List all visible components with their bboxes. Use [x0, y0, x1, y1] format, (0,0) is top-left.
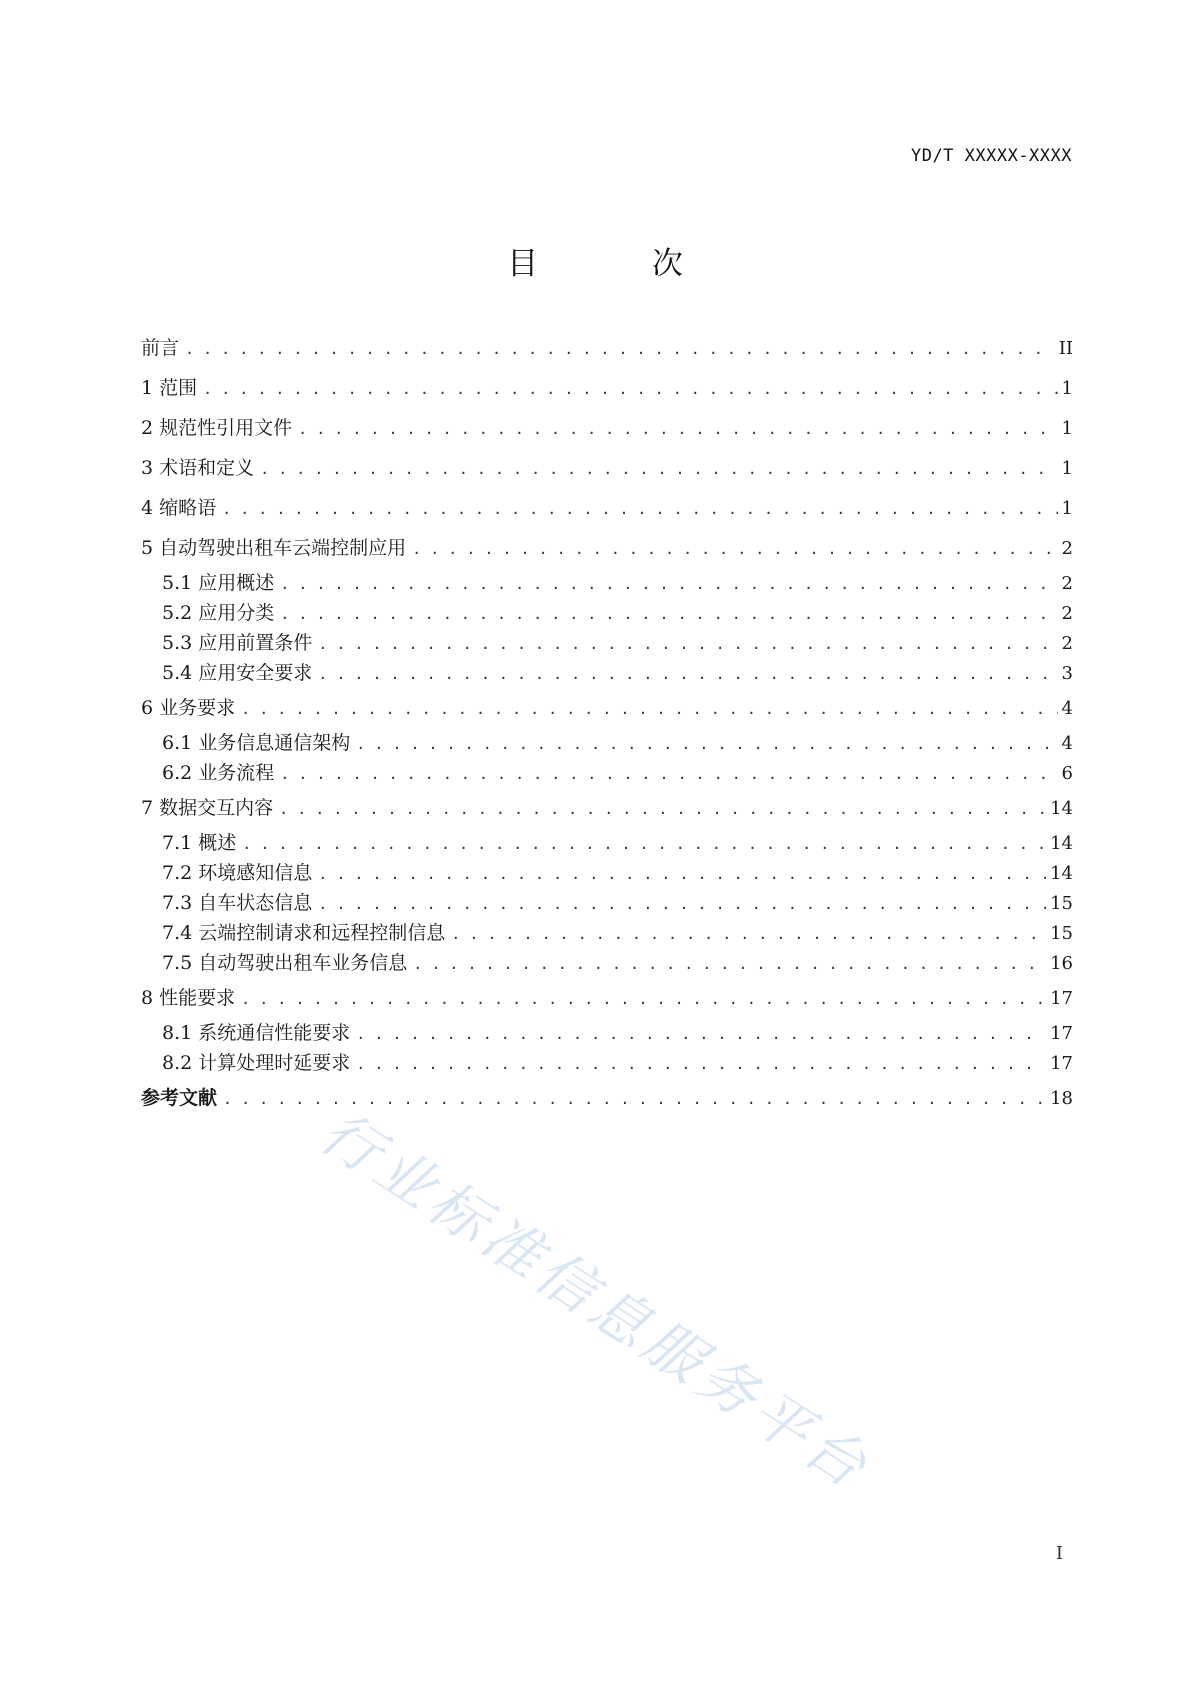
toc-dot-leader	[413, 949, 1046, 979]
toc-entry-label: 3 术语和定义	[141, 457, 255, 479]
toc-entry-page: 15	[1050, 923, 1073, 944]
toc-entry-label: 7 数据交互内容	[141, 797, 274, 819]
toc-entry-page: 3	[1061, 663, 1073, 684]
toc-entry-label: 4 缩略语	[141, 497, 217, 519]
toc-entry-page: 14	[1050, 798, 1073, 819]
toc-dot-leader	[356, 1019, 1046, 1049]
toc-entry[interactable]	[141, 978, 1073, 1018]
toc-entry-page: 2	[1061, 573, 1073, 594]
toc-entry[interactable]	[141, 888, 1073, 918]
toc-entry[interactable]	[141, 1078, 1073, 1118]
toc-entry-label: 7.4 云端控制请求和远程控制信息	[162, 922, 446, 944]
toc-entry-label: 8.2 计算处理时延要求	[162, 1052, 351, 1074]
toc-entry[interactable]	[141, 688, 1073, 728]
toc-entry[interactable]	[141, 598, 1073, 628]
toc-entry-label: 5.3 应用前置条件	[162, 632, 313, 654]
toc-entry-label: 6.2 业务流程	[162, 762, 275, 784]
toc-entry[interactable]	[141, 368, 1073, 408]
toc-entry-page: 1	[1061, 458, 1073, 479]
toc-dot-leader	[412, 529, 1057, 569]
toc-entry[interactable]	[141, 1048, 1073, 1078]
toc-dot-leader	[318, 859, 1046, 889]
toc-dot-leader	[241, 979, 1046, 1019]
toc-entry-page: 14	[1050, 833, 1073, 854]
toc-entry-page: 1	[1061, 498, 1073, 519]
toc-entry-label: 2 规范性引用文件	[141, 417, 293, 439]
toc-entry-page: 15	[1050, 893, 1073, 914]
toc-dot-leader	[356, 729, 1057, 759]
toc-entry[interactable]	[141, 918, 1073, 948]
toc-entry[interactable]	[141, 758, 1073, 788]
toc-entry-page: 1	[1061, 378, 1073, 399]
toc-entry-label: 6 业务要求	[141, 697, 236, 719]
toc-entry-label: 6.1 业务信息通信架构	[162, 732, 351, 754]
toc-entry[interactable]	[141, 728, 1073, 758]
toc-dot-leader	[185, 329, 1055, 369]
toc-dot-leader	[318, 629, 1057, 659]
toc-dot-leader	[280, 759, 1057, 789]
toc-entry-page: 14	[1050, 863, 1073, 884]
toc-dot-leader	[279, 789, 1046, 829]
toc-entry-page: 17	[1050, 1023, 1073, 1044]
toc-entry[interactable]	[141, 788, 1073, 828]
toc-entry-label: 5.4 应用安全要求	[162, 662, 313, 684]
toc-title: 目 次	[507, 246, 735, 282]
toc-entry-label: 7.3 自车状态信息	[162, 892, 313, 914]
toc-dot-leader	[280, 569, 1057, 599]
page-number: I	[1055, 1543, 1063, 1564]
toc-entry-label: 8.1 系统通信性能要求	[162, 1022, 351, 1044]
toc-dot-leader	[356, 1049, 1046, 1079]
toc-entry-page: 2	[1061, 538, 1073, 559]
toc-dot-leader	[203, 369, 1057, 409]
toc-entry-label: 5.1 应用概述	[162, 572, 275, 594]
toc-entry[interactable]	[141, 488, 1073, 528]
toc-entry[interactable]	[141, 858, 1073, 888]
toc-dot-leader	[223, 1079, 1046, 1119]
toc-entry[interactable]	[141, 828, 1073, 858]
toc-entry[interactable]	[141, 568, 1073, 598]
toc-entry-label: 5.2 应用分类	[162, 602, 275, 624]
toc-entry-label: 7.2 环境感知信息	[162, 862, 313, 884]
toc-entry-label: 前言	[141, 337, 180, 359]
toc-entry-page: 2	[1061, 633, 1073, 654]
toc-entry-page: 1	[1061, 418, 1073, 439]
toc-entry-label: 参考文献	[141, 1087, 218, 1109]
toc-entry-label: 5 自动驾驶出租车云端控制应用	[141, 537, 407, 559]
toc-entry-label: 1 范围	[141, 377, 198, 399]
document-code: YD/T XXXXX-XXXX	[910, 146, 1072, 166]
toc-dot-leader	[298, 409, 1057, 449]
toc-dot-leader	[241, 689, 1057, 729]
toc-dot-leader	[318, 889, 1046, 919]
toc-entry-page: 17	[1050, 1053, 1073, 1074]
toc-entry-page: 6	[1061, 763, 1073, 784]
toc-dot-leader	[451, 919, 1046, 949]
toc-entry[interactable]	[141, 408, 1073, 448]
toc-entry-page: 4	[1061, 733, 1073, 754]
toc-dot-leader	[280, 599, 1057, 629]
toc-entry[interactable]	[141, 658, 1073, 688]
toc-entry[interactable]	[141, 528, 1073, 568]
toc-entry-page: 2	[1061, 603, 1073, 624]
toc-entry[interactable]	[141, 448, 1073, 488]
toc-entry[interactable]	[141, 1018, 1073, 1048]
toc-entry-page: 17	[1050, 988, 1073, 1009]
toc-entry-page: II	[1058, 338, 1073, 359]
toc-entry[interactable]	[141, 948, 1073, 978]
toc-entry-label: 8 性能要求	[141, 987, 236, 1009]
table-of-contents	[141, 328, 1073, 1118]
toc-dot-leader	[318, 659, 1057, 689]
toc-entry-page: 16	[1050, 953, 1073, 974]
toc-entry-label: 7.1 概述	[162, 832, 237, 854]
toc-dot-leader	[260, 449, 1057, 489]
toc-dot-leader	[222, 489, 1057, 529]
toc-dot-leader	[242, 829, 1046, 859]
toc-entry-page: 4	[1061, 698, 1073, 719]
toc-entry[interactable]	[141, 328, 1073, 368]
toc-entry-label: 7.5 自动驾驶出租车业务信息	[162, 952, 408, 974]
toc-entry-page: 18	[1050, 1088, 1073, 1109]
watermark-text: 行业标准信息服务平台	[308, 1097, 883, 1504]
toc-entry[interactable]	[141, 628, 1073, 658]
